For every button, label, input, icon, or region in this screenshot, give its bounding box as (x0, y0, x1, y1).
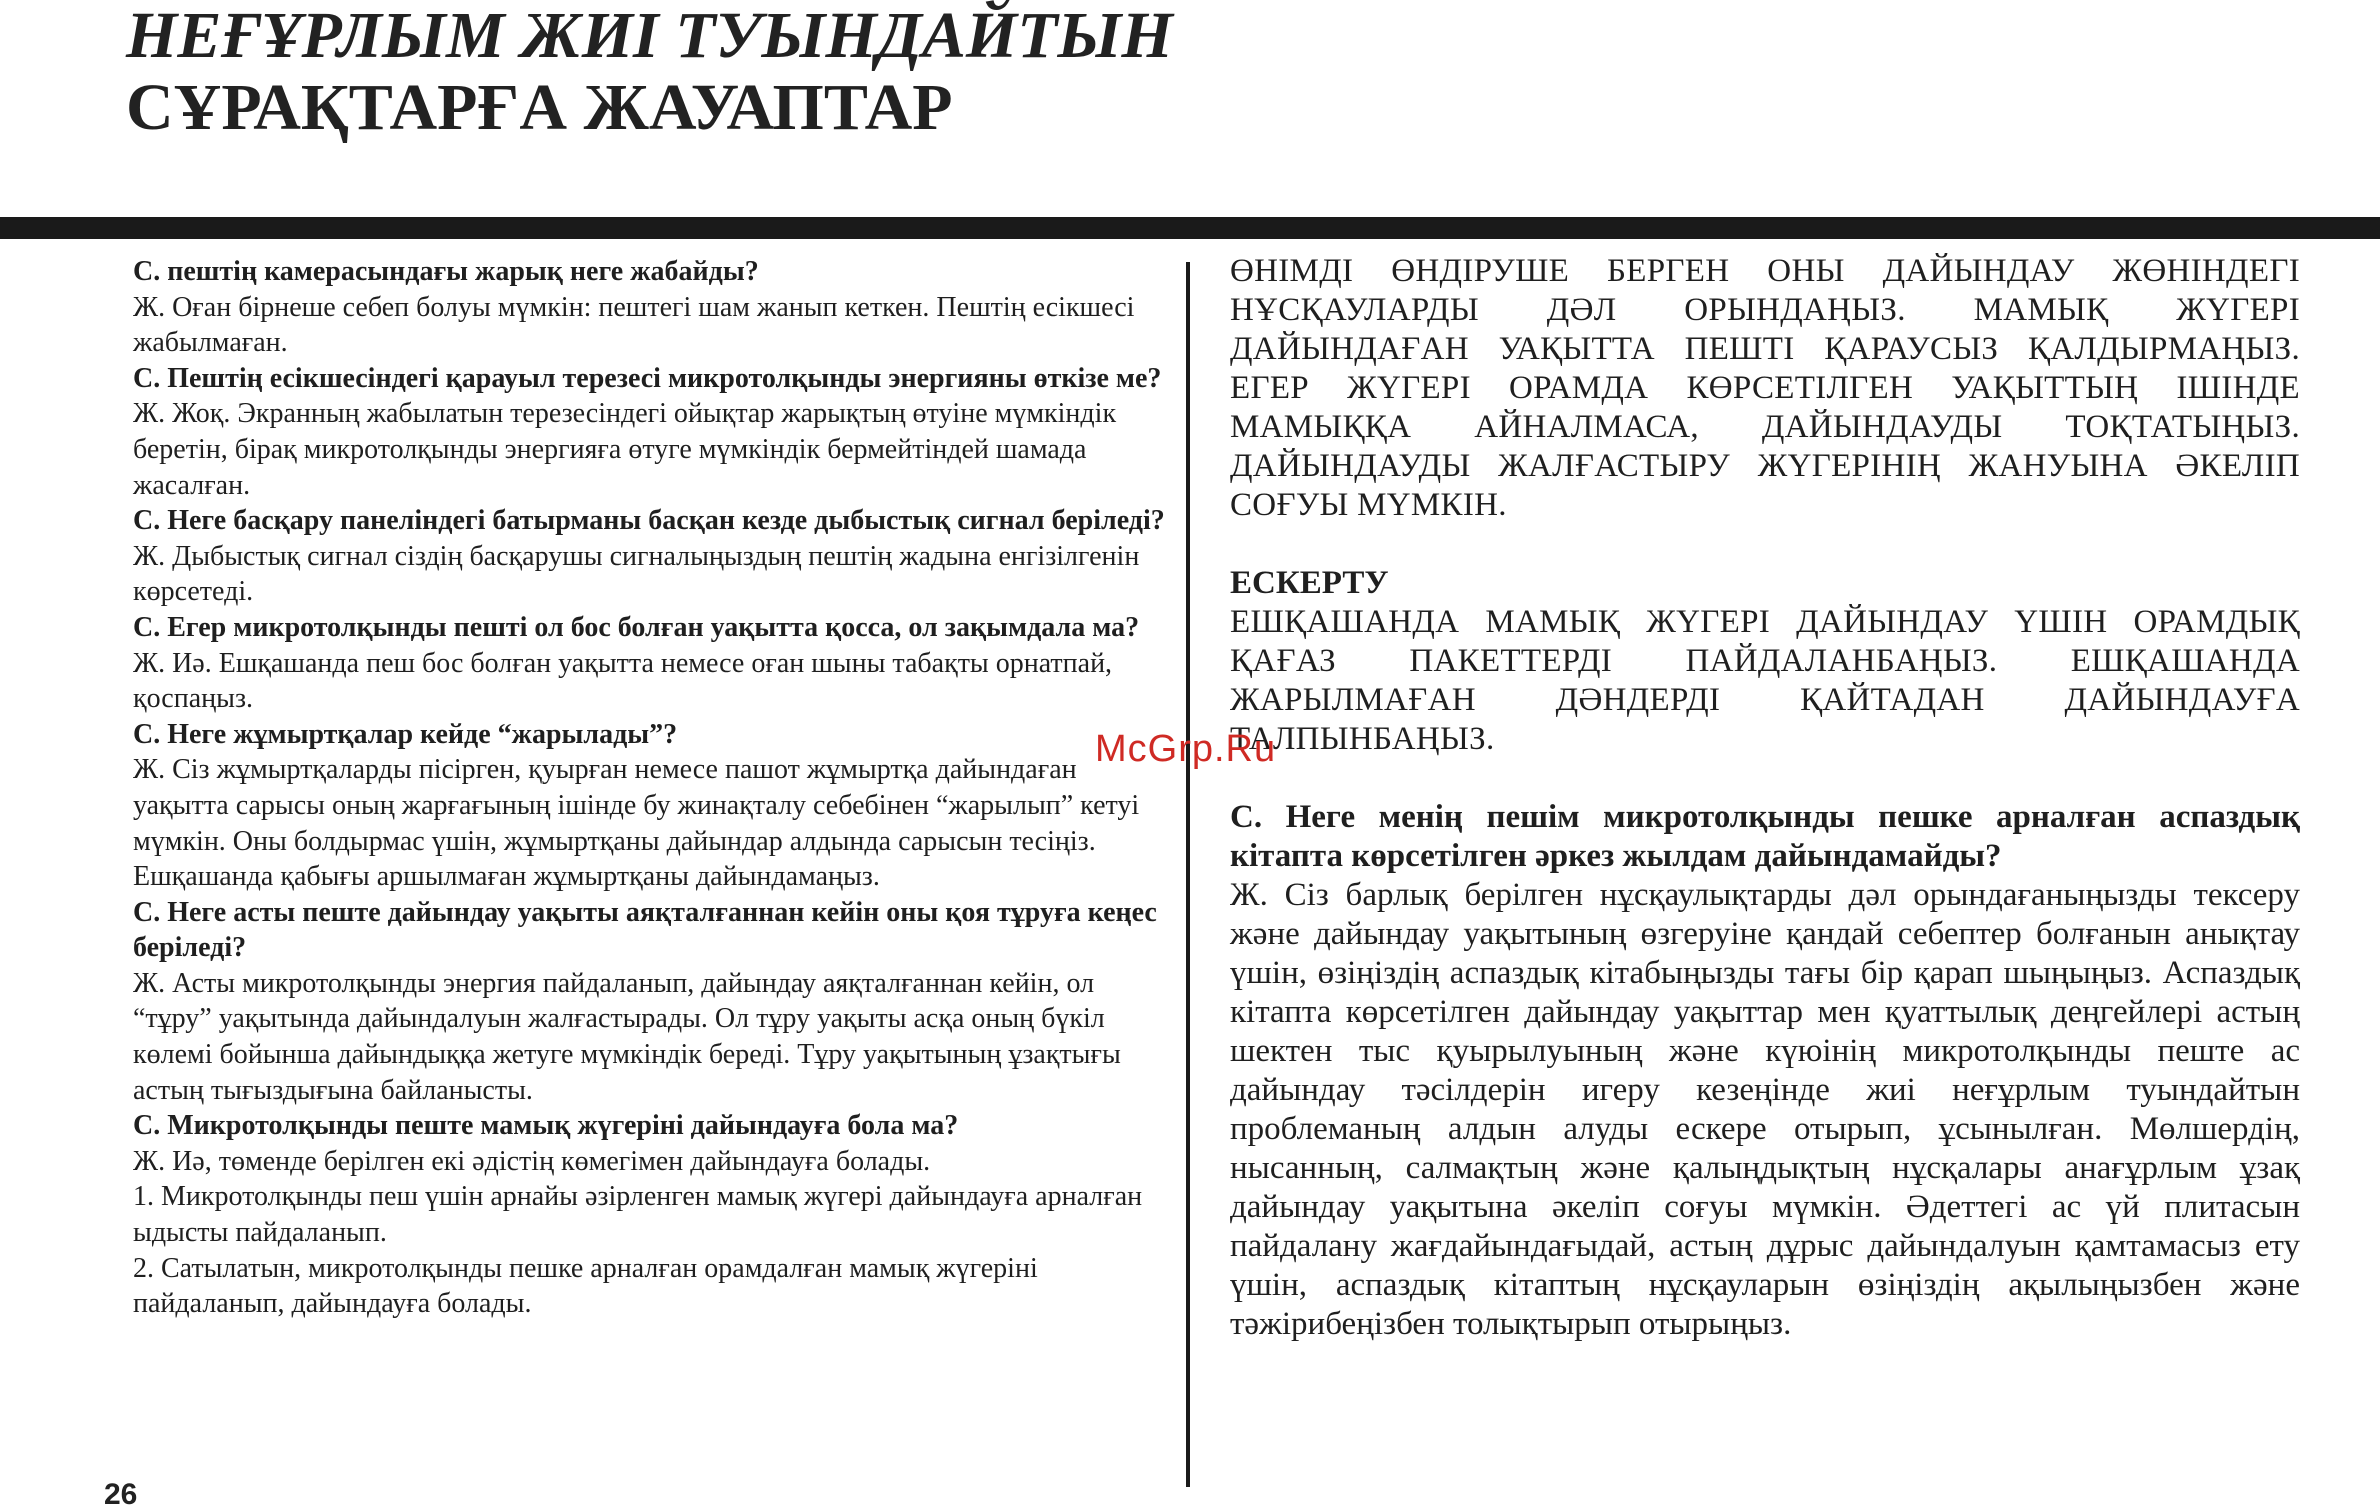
faq-answer-list-item: 2. Сатылатын, микротолқынды пешке арналған орамдалған мамық жүгеріні пайдаланып, дайындауға болады. (133, 1252, 1038, 1320)
faq-question: С. Неге басқару панеліндегі батырманы басқан кезде дыбыстық сигнал беріледі? (133, 505, 1165, 537)
left-column (133, 254, 1168, 1322)
faq-answer: Ж. Иә, төменде берілген екі әдістің көмегімен дайындауға болады. (133, 1145, 931, 1177)
faq-answer: Ж. Жоқ. Экранның жабылатын терезесіндегі ойықтар жарықтың өтуіне мүмкіндік беретін, бірақ микротолқынды энергияға өтуге мүмкіндік бермейтіндей шамада жасалған. (133, 398, 1117, 501)
faq-question: С. Егер микротолқынды пешті ол бос болған уақытта қосса, ол зақымдала ма? (133, 611, 1140, 643)
watermark: McGrp.Ru (1095, 728, 1277, 770)
page-number: 26 (104, 1478, 138, 1511)
faq-answer: Ж. Сіз барлық берілген нұсқаулықтарды дәл орындағаныңызды тексеру және дайындау уақытының өзгеруіне қандай себептер болғанын анықтау үшін, өзіңіздің аспаздық кітабыңызды тағы бір қарап шыңыңыз. Аспаздық кітапта көрсетілген дайындау уақыттар мен қуаттылық деңгейлері астың шектен тыс қуырылуының және күюінің микротолқынды пеште ас дайындау тәсілдерін игеру кезеңінде жиі неғұрлым туындайтын проблеманың алдын алуды ескере отырып, ұсынылған. Мөлшердің, нысанның, салмақтың және қалыңдықтың нұсқалары анағұрлым ұзақ дайындау уақытына әкеліп соғуы мүмкін. Әдеттегі ас үй плитасын пайдалану жағдайындағыдай, астың дұрыс дайындалуын қамтамасыз ету үшін, аспаздық кітаптың нұсқауларын өзіңіздің ақылыңызбен және тәжірибеңізбен толықтырып отырыңыз. (1230, 877, 2300, 1342)
faq-question: С. Неге менің пешім микротолқынды пешке арналған аспаздық кітапта көрсетілген әркез жылдам дайындамайды? (1230, 799, 2300, 874)
page-title-line-2: СҰРАҚТАРҒА ЖАУАПТАР (126, 71, 953, 144)
faq-answer: Ж. Дыбыстық сигнал сіздің басқарушы сигналыңыздың пештің жадына енгізілгенін көрсетеді. (133, 540, 1140, 608)
faq-answer: Ж. Сіз жұмыртқаларды пісірген, қуырған немесе пашот жұмыртқа дайындаған уақытта сарысы оның жарғағының ішінде бу жинақталу себебінен “жарылып” кетуі мүмкін. Оны болдырмас үшін, жұмыртқаны дайындар алдында сарысын тесіңіз. Ешқашанда қабығы аршылмаған жұмыртқаны дайындамаңыз. (133, 754, 1140, 893)
header-rule (0, 217, 2380, 239)
page-title-line-1: НЕҒҰРЛЫМ ЖИІ ТУЫНДАЙТЫН (126, 0, 1173, 72)
faq-question: С. Неге асты пеште дайындау уақыты аяқталғаннан кейін оны қоя тұруға кеңес беріледі? (133, 896, 1157, 964)
manufacturer-instructions-notice: ӨНІМДІ ӨНДІРУШЕ БЕРГЕН ОНЫ ДАЙЫНДАУ ЖӨНІНДЕГІ НҰСҚАУЛАРДЫ ДӘЛ ОРЫНДАҢЫЗ. МАМЫҚ ЖҮГЕРІ ДАЙЫНДАҒАН УАҚЫТТА ПЕШТІ ҚАРАУСЫЗ ҚАЛДЫРМАҢЫЗ. ЕГЕР ЖҮГЕРІ ОРАМДА КӨРСЕТІЛГЕН УАҚЫТТЫҢ ІШІНДЕ МАМЫҚҚА АЙНАЛМАСА, ДАЙЫНДАУДЫ ТОҚТАТЫҢЫЗ. ДАЙЫНДАУДЫ ЖАЛҒАСТЫРУ ЖҮГЕРІНІҢ ЖАНУЫНА ӘКЕЛІП СОҒУЫ МҮМКІН. (1230, 253, 2300, 523)
right-column (1230, 252, 2300, 1344)
faq-answer: Ж. Асты микротолқынды энергия пайдаланып, дайындау аяқталғаннан кейін, ол “тұру” уақытында дайындалуын жалғастырады. Ол тұру уақыты асқа оның бүкіл көлемі бойынша дайындыққа жетуге мүмкіндік береді. Тұру уақытының ұзақтығы астың тығыздығына байланысты. (133, 967, 1121, 1106)
spacer (1230, 525, 2300, 564)
warning-text: ЕШҚАШАНДА МАМЫҚ ЖҮГЕРІ ДАЙЫНДАУ ҮШІН ОРАМДЫҚ ҚАҒАЗ ПАКЕТТЕРДІ ПАЙДАЛАНБАҢЫЗ. ЕШҚАШАНДА ЖАРЫЛМАҒАН ДӘНДЕРДІ ҚАЙТАДАН ДАЙЫНДАУҒА ТАЛПЫНБАҢЫЗ. (1230, 604, 2300, 757)
column-divider (1186, 262, 1190, 1487)
warning-heading: ЕСКЕРТУ (1230, 565, 1389, 601)
faq-question: С. Пештің есікшесіндегі қарауыл терезесі микротолқынды энергияны өткізе ме? (133, 362, 1162, 394)
faq-answer: Ж. Иә. Ешқашанда пеш бос болған уақытта немесе оған шыны табақты орнатпай, қоспаңыз. (133, 647, 1113, 715)
faq-answer: Ж. Оған бірнеше себеп болуы мүмкін: пештегі шам жанып кеткен. Пештің есікшесі жабылмаған. (133, 291, 1135, 359)
faq-question: С. пештің камерасындағы жарық неге жабайды? (133, 256, 759, 287)
faq-question: С. Неге жұмыртқалар кейде “жарылады”? (133, 718, 678, 750)
page-title (126, 0, 1173, 144)
spacer (1230, 759, 2300, 798)
faq-question: С. Микротолқынды пеште мамық жүгеріні дайындауға бола ма? (133, 1110, 959, 1142)
faq-answer-list-item: 1. Микротолқынды пеш үшін арнайы әзірленген мамық жүгері дайындауға арналған ыдысты пайдаланып. (133, 1181, 1143, 1249)
